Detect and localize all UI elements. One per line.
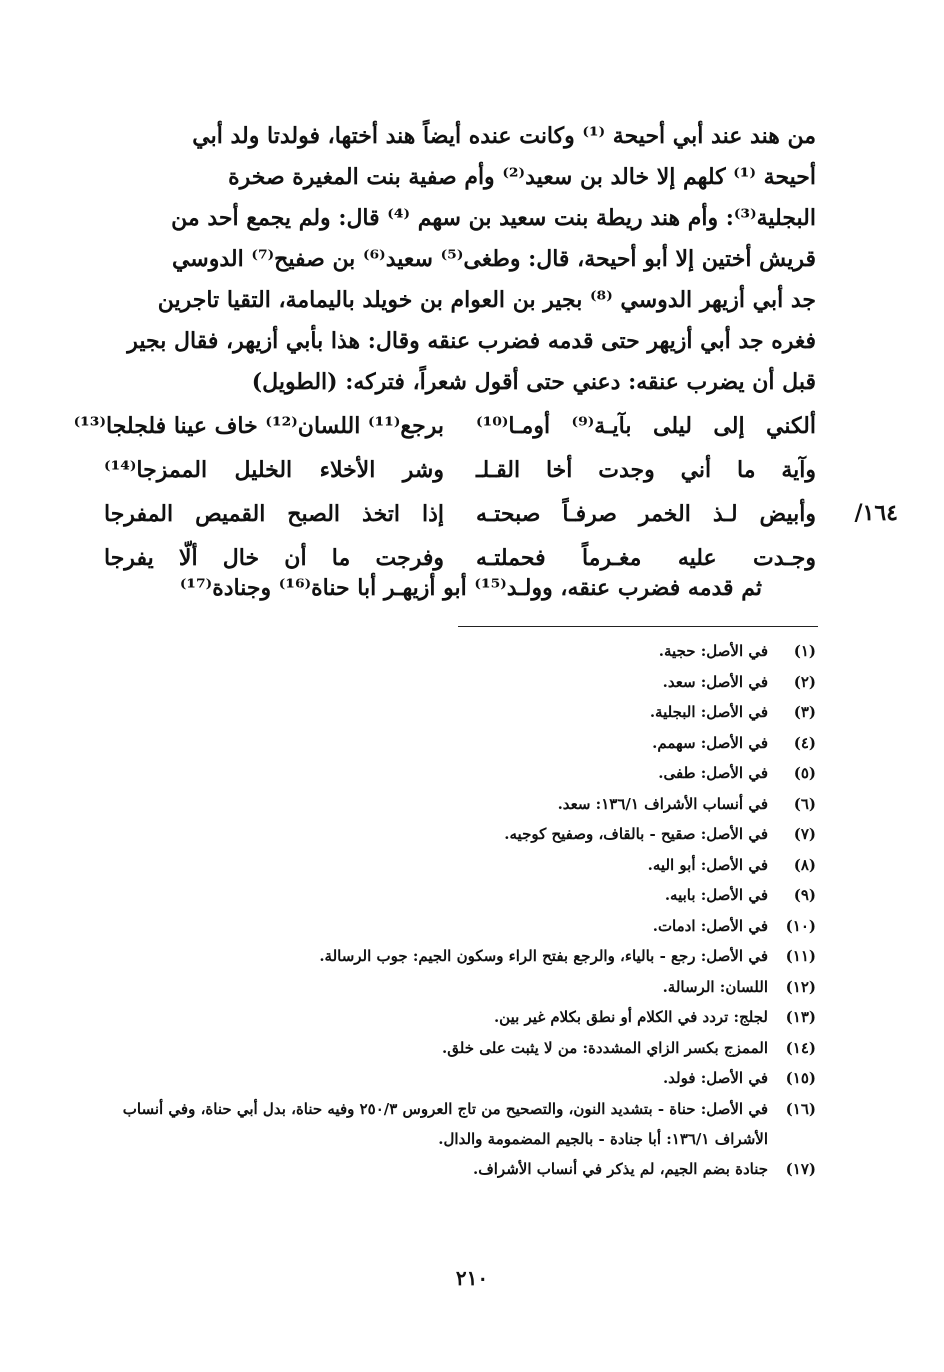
verse-second-hemistich: إذا اتخذ الصبح القميص المفرجا <box>104 501 444 527</box>
verse-second-hemistich: برجع⁽¹¹⁾ اللسان⁽¹²⁾ خاف عينا فلجلجا⁽¹³⁾ <box>73 413 444 439</box>
footnote-number: (٨) <box>793 855 816 874</box>
footnote-text: في الأصل: حناة - بتشديد النون، والتصحيح من تاج العروس ٢٥٠/٣ وفيه حناة، بدل أبي حناة، وفي أنساب الأشراف ١٣٦/١: أبا جنادة - بالجيم المضمومة والدال. <box>122 1099 768 1148</box>
footnote-number: (٦) <box>793 794 816 813</box>
footnote-text: اللسان: الرسالة. <box>662 977 768 996</box>
footnote-number: (١٧) <box>785 1159 816 1178</box>
footnote-number: (١٥) <box>785 1069 816 1087</box>
poem-verse <box>104 536 816 580</box>
footnote <box>104 880 816 911</box>
footnote <box>104 728 816 759</box>
footnote <box>104 911 816 942</box>
footnote <box>104 941 816 972</box>
footnote <box>104 1002 816 1033</box>
footnote-text: جنادة بضم الجيم، لم يذكر في أنساب الأشراف. <box>472 1159 768 1178</box>
verse-second-hemistich: وفرجت ما أن خال ألّا يفرجا <box>104 545 444 571</box>
footnote <box>104 1063 816 1094</box>
footnote-text: لجلج: تردد في الكلام أو نطق بكلام غير بين. <box>493 1008 768 1026</box>
footnote-number: (٧) <box>793 825 816 843</box>
footnote <box>104 697 816 728</box>
post-poem-line: ثم قدمه فضرب عنقه، وولـد⁽¹⁵⁾ أبو أزيهـر أبا حناة⁽¹⁶⁾ وجنادة⁽¹⁷⁾ <box>179 575 762 601</box>
footnote <box>104 819 816 850</box>
footnote-number: (٥) <box>793 764 816 782</box>
manuscript-folio-marker: ١٦٤/ <box>854 500 898 526</box>
footnote-number: (٣) <box>793 703 816 721</box>
footnote-number: (٩) <box>793 886 816 904</box>
prose-line: قريش أختين إلا أبو أحيحة، قال: وطغى⁽⁵⁾ سعيد⁽⁶⁾ بن صفيح⁽⁷⁾ الدوسي <box>171 246 816 272</box>
footnote-number: (١٦) <box>785 1099 816 1118</box>
prose-line: أحيحة ⁽¹⁾ كلهم إلا خالد بن سعيد⁽²⁾ وأم صفية بنت المغيرة صخرة <box>228 164 816 190</box>
footnote <box>104 758 816 789</box>
footnote <box>104 789 816 820</box>
footnote-number: (٤) <box>793 733 816 752</box>
footnote-number: (١٢) <box>785 977 816 996</box>
footnote-text: في الأصل: البجلية. <box>649 703 768 721</box>
footnote-text: في الأصل: حجية. <box>658 642 768 660</box>
verse-first-hemistich: وجـدت عليه مغـرماً فحملتـه <box>476 545 816 571</box>
footnote-text: في الأصل: ادمات. <box>652 916 768 935</box>
footnote-text: في أنساب الأشراف ١٣٦/١: سعد. <box>557 794 768 813</box>
prose-line: من هند عند أبي أحيحة ⁽¹⁾ وكانت عنده أيضاً هند أختها، فولدتا ولد أبي <box>192 123 816 149</box>
footnote-number: (١) <box>793 642 816 660</box>
verse-first-hemistich: ألكني إلى ليلى بآيـة⁽⁹⁾ أومـا⁽¹⁰⁾ <box>476 413 816 439</box>
footnote <box>104 850 816 881</box>
footnote <box>104 972 816 1003</box>
footnote-text: الممزج بكسر الزاي المشددة: من لا يثبت على خلق. <box>442 1038 768 1057</box>
verse-first-hemistich: وأبيض لـذ الخمر صرفـاً صبحتـه <box>476 501 816 527</box>
footnote <box>104 667 816 698</box>
poem-verse <box>73 404 816 448</box>
footnote-text: في الأصل: فولد. <box>662 1069 768 1087</box>
verse-first-hemistich: وآية ما أني وجدت أخا القـلـ <box>476 457 816 483</box>
footnote-number: (١٤) <box>785 1038 816 1057</box>
poem-verse <box>104 448 816 492</box>
footnote <box>104 1154 816 1185</box>
verse-second-hemistich: وشر الأخلاء الخليل الممزجا⁽¹⁴⁾ <box>104 457 444 483</box>
prose-line: فغره جد أبي أزيهر حتى قدمه فضرب عنقه وقال: هذا بأبي أزيهر، فقال بجير <box>127 328 816 354</box>
prose-line: البجلية⁽³⁾: وأم هند ريطة بنت سعيد بن سهم ⁽⁴⁾ قال: ولم يجمع أحد من <box>171 205 816 231</box>
footnote-text: في الأصل: طفى. <box>658 764 768 782</box>
prose-line: جد أبي أزيهر الدوسي ⁽⁸⁾ بجير بن العوام بن خويلد باليمامة، التقيا تاجرين <box>157 287 816 313</box>
footnotes <box>104 636 816 1184</box>
footnote-separator <box>458 626 818 627</box>
main-text <box>104 116 816 403</box>
footnote-number: (١٣) <box>785 1008 816 1026</box>
footnote-text: في الأصل: رجع - بالياء، والرجع بفتح الراء وسكون الجيم: جوب الرسالة. <box>319 947 768 965</box>
footnote <box>104 636 816 667</box>
poem <box>73 404 816 580</box>
poem-verse <box>104 492 816 536</box>
footnote-number: (١٠) <box>785 916 816 935</box>
footnote-text: في الأصل: سعد. <box>662 672 768 691</box>
footnote-text: في الأصل: صقيح - بالقاف، وصفيح كوجيه. <box>504 825 768 843</box>
footnote <box>104 1094 816 1154</box>
page-number: ٢١٠ <box>455 1266 489 1290</box>
footnote-number: (١١) <box>785 947 816 965</box>
footnote-text: في الأصل: بابيه. <box>664 886 768 904</box>
footnote-number: (٢) <box>793 672 816 691</box>
footnote-text: في الأصل: سهمم. <box>652 733 768 752</box>
footnote <box>104 1033 816 1064</box>
footnote-text: في الأصل: أبو اليه. <box>647 855 768 874</box>
prose-line: قبل أن يضرب عنقه: دعني حتى أقول شعراً، فتركه: (الطويل) <box>251 369 816 395</box>
